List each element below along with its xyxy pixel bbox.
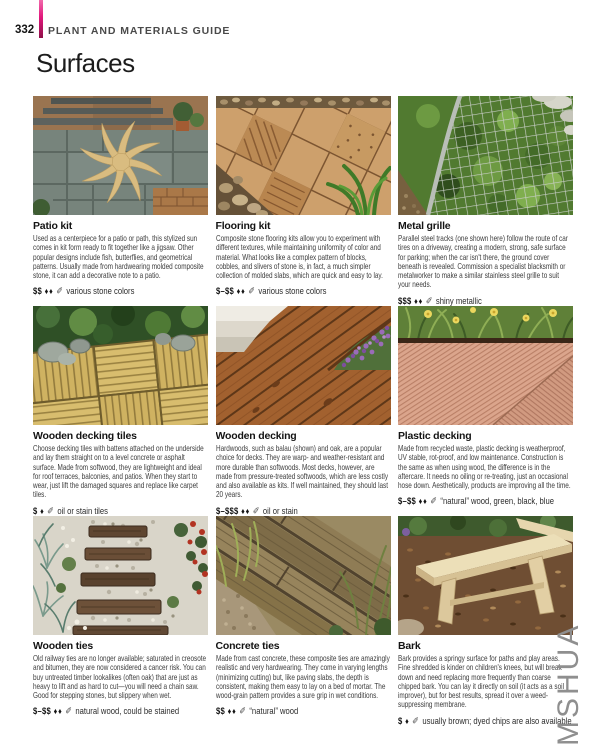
item-description: Choose decking tiles with battens attached on the underside and lay them straight on to a level concrete or asphalt surface. Made from softwood, they are lightweight and ideal for roof terraces, balconies, and patios. When they start to wear, just lift the damaged squares and replace like carpet tiles.: [33, 444, 204, 500]
finish-note: oil or stain: [262, 505, 298, 516]
card-bark: [398, 516, 573, 726]
item-title: Metal grille: [398, 220, 451, 232]
cost-rating: $: [398, 715, 403, 726]
watermark-text: MSHUA: [552, 622, 585, 746]
item-title: Patio kit: [33, 220, 73, 232]
item-meta: [216, 506, 391, 516]
brush-icon: ✐: [47, 505, 54, 516]
wooden-decking-tiles-photo: [33, 306, 208, 425]
item-meta: [33, 706, 208, 717]
item-meta: [398, 496, 573, 507]
brush-icon: ✐: [56, 286, 63, 298]
item-description: Parallel steel tracks (one shown here) follow the route of car tires on a driveway, creating a modern, strong, safe surface for parking; when the car isn't there, the ground cover beneath is revealed. Commission a specialist blacksmith or metalworker to make a similar stainless steel grille to suit your needs.: [398, 234, 568, 290]
patio-kit-photo: [33, 96, 208, 215]
surfaces-grid: [33, 96, 573, 726]
card-flooring-kit: [216, 96, 391, 306]
item-title: Concrete ties: [215, 640, 280, 652]
finish-note: oil or stain tiles: [57, 505, 108, 516]
durability-rating: ♦♦: [44, 286, 54, 297]
cost-rating: $$: [215, 706, 225, 717]
plastic-decking-photo: [398, 306, 573, 425]
item-title: Bark: [398, 640, 421, 652]
card-wooden-decking: [216, 306, 391, 516]
item-meta: [216, 706, 391, 717]
durability-rating: ♦: [405, 715, 410, 726]
item-description: Composite stone flooring kits allow you to experiment with different textures, while maintaining uniformity of color and material. What looks like a complex pattern of blocks, cobbles, and slivers of stone is, in fact, a much simpler collection of molded slabs, which are quick and easy to lay.: [215, 234, 383, 281]
durability-rating: ♦: [40, 505, 45, 516]
finish-note: usually brown; dyed chips are also available: [422, 715, 572, 726]
brush-icon: ✐: [412, 715, 419, 726]
card-metal-grille: [398, 96, 573, 306]
item-title: Wooden decking: [215, 430, 297, 442]
item-meta: [33, 506, 208, 516]
item-title: Wooden decking tiles: [33, 430, 137, 442]
card-patio-kit: [33, 96, 208, 306]
item-meta: [398, 296, 573, 306]
durability-rating: ♦♦: [236, 286, 246, 297]
brush-icon: ✐: [425, 295, 433, 306]
item-title: Flooring kit: [215, 220, 271, 232]
finish-note: “natural” wood: [248, 706, 298, 717]
card-concrete-ties: [216, 516, 391, 726]
page-title: Surfaces: [36, 48, 135, 78]
item-title: Plastic decking: [398, 430, 472, 442]
durability-rating: ♦♦: [418, 496, 428, 507]
concrete-ties-photo: [216, 516, 391, 635]
bark-photo: [398, 516, 573, 635]
brush-icon: ✐: [247, 286, 255, 298]
item-description: Hardwoods, such as balau (shown) and oak, are a popular choice for decks. They are warp- and weather-resistant and more durable than softwoods. Most decks, however, are made from pressure-treated softwoods, which are less costly and also available as kits. If well maintained, they should last 20 years.: [215, 444, 388, 500]
item-meta: [33, 286, 208, 297]
card-plastic-decking: [398, 306, 573, 516]
cost-rating: $: [33, 505, 38, 516]
item-description: Old railway ties are no longer available; saturated in creosote and bitumen, they are now considered a cancer risk. You can buy untreated timber lookalikes (often oak) that are just as heavy to lift and as hard to cut—you will need a chain saw. Good for stepping stones, but slippery when wet.: [33, 654, 207, 701]
brush-icon: ✐: [238, 706, 246, 718]
wooden-ties-photo: [33, 516, 208, 635]
finish-note: various stone colors: [257, 286, 326, 297]
durability-rating: ♦♦: [227, 706, 237, 717]
item-meta: [216, 286, 391, 297]
item-description: Used as a centerpiece for a patio or path, this stylized sun comes in kit form ready to fit together like a jigsaw. Other popular designs include fish, butterflies, and geometrical patterns. Usually made from hardwearing molded composite stone, it can add a decorative note to a patio.: [33, 234, 204, 281]
brush-icon: ✐: [65, 706, 73, 718]
cost-rating: $–$$$: [215, 505, 239, 516]
finish-note: various stone colors: [66, 286, 135, 297]
accent-bar: [39, 0, 43, 38]
cost-rating: $–$$: [398, 496, 417, 507]
brush-icon: ✐: [252, 505, 260, 516]
durability-rating: ♦♦: [53, 706, 63, 717]
finish-note: “natural” wood, green, black, blue: [440, 496, 554, 507]
wooden-decking-photo: [216, 306, 391, 425]
cost-rating: $$$: [398, 295, 412, 306]
finish-note: shiny metallic: [435, 295, 482, 306]
cost-rating: $–$$: [215, 286, 234, 297]
card-wooden-ties: [33, 516, 208, 726]
durability-rating: ♦♦: [240, 505, 250, 516]
item-description: Made from recycled waste, plastic decking is weatherproof, UV stable, rot-proof, and low maintenance. Construction is the same as when using wood, the difference is in the aftercare. It needs no oiling or re-treating, just an occasional hose down. Aesthetically, products are improving all the time.: [398, 444, 571, 491]
item-title: Wooden ties: [33, 640, 94, 652]
cost-rating: $–$$: [33, 706, 52, 717]
durability-rating: ♦♦: [414, 295, 424, 306]
guide-section-title: PLANT AND MATERIALS GUIDE: [48, 25, 231, 37]
metal-grille-photo: [398, 96, 573, 215]
item-description: Bark provides a springy surface for paths and play areas. Fine shredded is kinder on children's knees, but will break down and need replacing more frequently than coarse chipped bark. You can lay it directly on soil (it acts as a soil improver), but for best results, spread it over a weed-suppressing membrane.: [398, 654, 564, 710]
cost-rating: $$: [33, 286, 43, 297]
page-number: 332: [15, 24, 35, 36]
item-description: Made from cast concrete, these composite ties are amazingly realistic and very hardwearing. They come in varying lengths (minimizing cutting) but, like paving slabs, the depth is consistent, making them easy to lay on a bed of mortar. The wood-grain pattern provides a sure grip in wet conditions.: [215, 654, 390, 701]
item-meta: [398, 716, 573, 726]
card-wooden-decking-tiles: [33, 306, 208, 516]
finish-note: natural wood, could be stained: [75, 706, 180, 717]
flooring-kit-photo: [216, 96, 391, 215]
brush-icon: ✐: [430, 496, 438, 508]
